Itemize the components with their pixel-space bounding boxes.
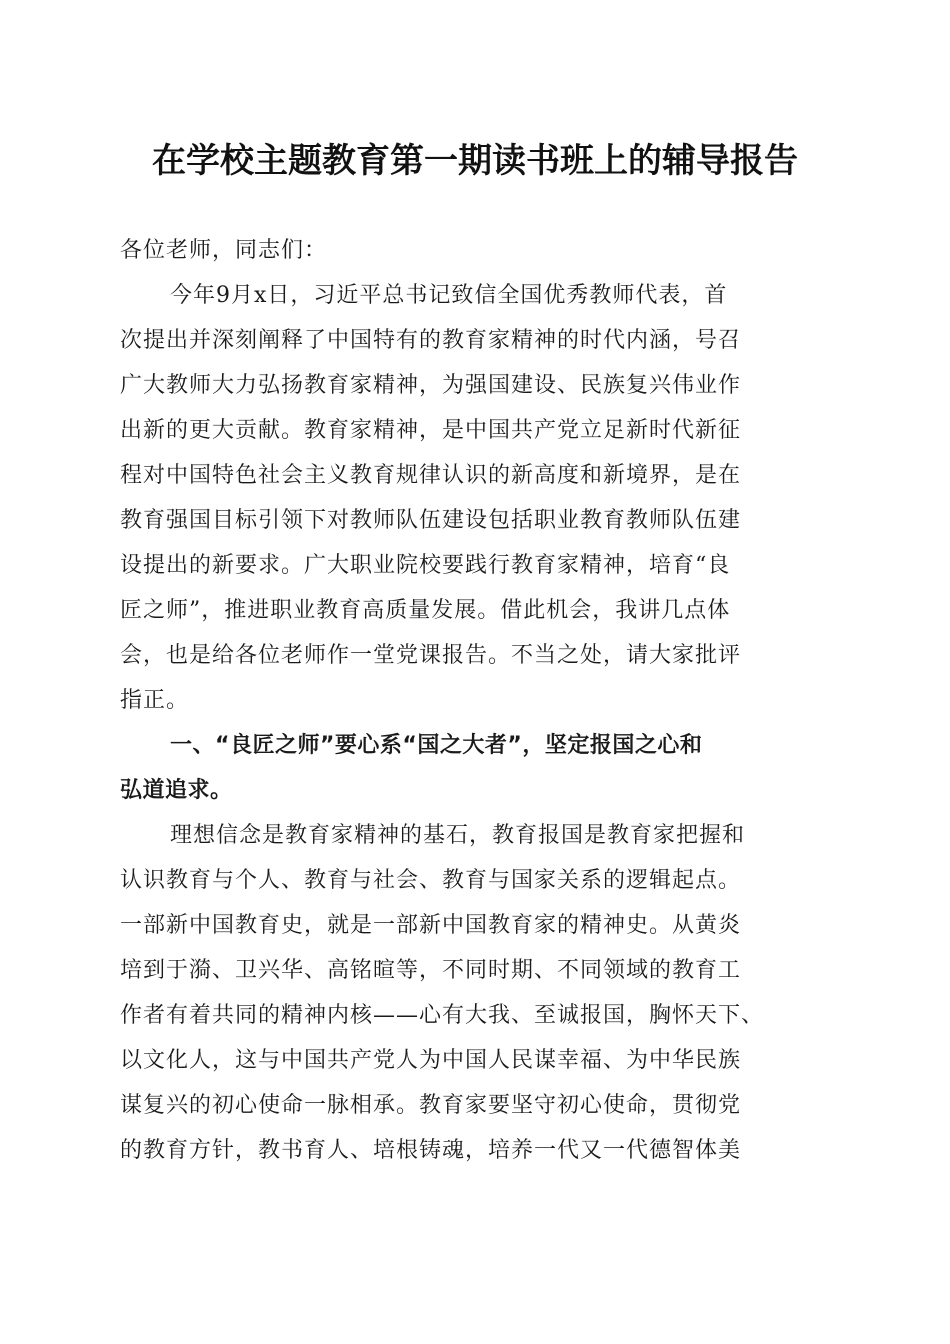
heading-line: 弘道追求。 — [120, 778, 233, 803]
salutation: 各位老师，同志们： — [120, 238, 328, 263]
paragraph-line: 出新的更大贡献。教育家精神，是中国共产党立足新时代新征 — [120, 418, 742, 443]
paragraph-section-1 — [120, 813, 832, 1173]
paragraph-line: 设提出的新要求。广大职业院校要践行教育家精神，培育“良 — [120, 553, 731, 578]
paragraph-line: 谋复兴的初心使命一脉相承。教育家要坚守初心使命，贯彻党 — [120, 1093, 742, 1118]
paragraph-line: 认识教育与个人、教育与社会、教育与国家关系的逻辑起点。 — [120, 868, 742, 893]
paragraph-line: 匠之师”，推进职业教育高质量发展。借此机会，我讲几点体 — [120, 598, 731, 623]
paragraph-line: 的教育方针，教书育人、培根铸魂，培养一代又一代德智体美 — [120, 1138, 742, 1163]
paragraph-line: 一部新中国教育史，就是一部新中国教育家的精神史。从黄炎 — [120, 913, 742, 938]
paragraph-line: 程对中国特色社会主义教育规律认识的新高度和新境界，是在 — [120, 463, 742, 488]
paragraph-line: 指正。 — [120, 688, 190, 713]
paragraph-line: 培到于漪、卫兴华、高铭暄等，不同时期、不同领域的教育工 — [120, 958, 742, 983]
paragraph-line: 广大教师大力弘扬教育家精神，为强国建设、民族复兴伟业作 — [120, 373, 742, 398]
paragraph-line: 次提出并深刻阐释了中国特有的教育家精神的时代内涵，号召 — [120, 328, 742, 353]
paragraph-intro — [120, 273, 832, 723]
paragraph-line: 会，也是给各位老师作一堂党课报告。不当之处，请大家批评 — [120, 643, 742, 668]
section-heading-1 — [120, 723, 832, 813]
paragraph-line: 今年9月x日，习近平总书记致信全国优秀教师代表，首 — [170, 283, 728, 308]
paragraph-line: 以文化人，这与中国共产党人为中国人民谋幸福、为中华民族 — [120, 1048, 742, 1073]
document-body — [120, 228, 832, 1173]
paragraph-line: 教育强国目标引领下对教师队伍建设包括职业教育教师队伍建 — [120, 508, 742, 533]
paragraph-line: 理想信念是教育家精神的基石，教育报国是教育家把握和 — [170, 823, 746, 848]
heading-line: 一、“良匠之师”要心系“国之大者”，坚定报国之心和 — [170, 733, 703, 758]
document-title: 在学校主题教育第一期读书班上的辅导报告 — [152, 141, 798, 181]
paragraph-line: 作者有着共同的精神内核——心有大我、至诚报国，胸怀天下、 — [120, 1003, 765, 1028]
